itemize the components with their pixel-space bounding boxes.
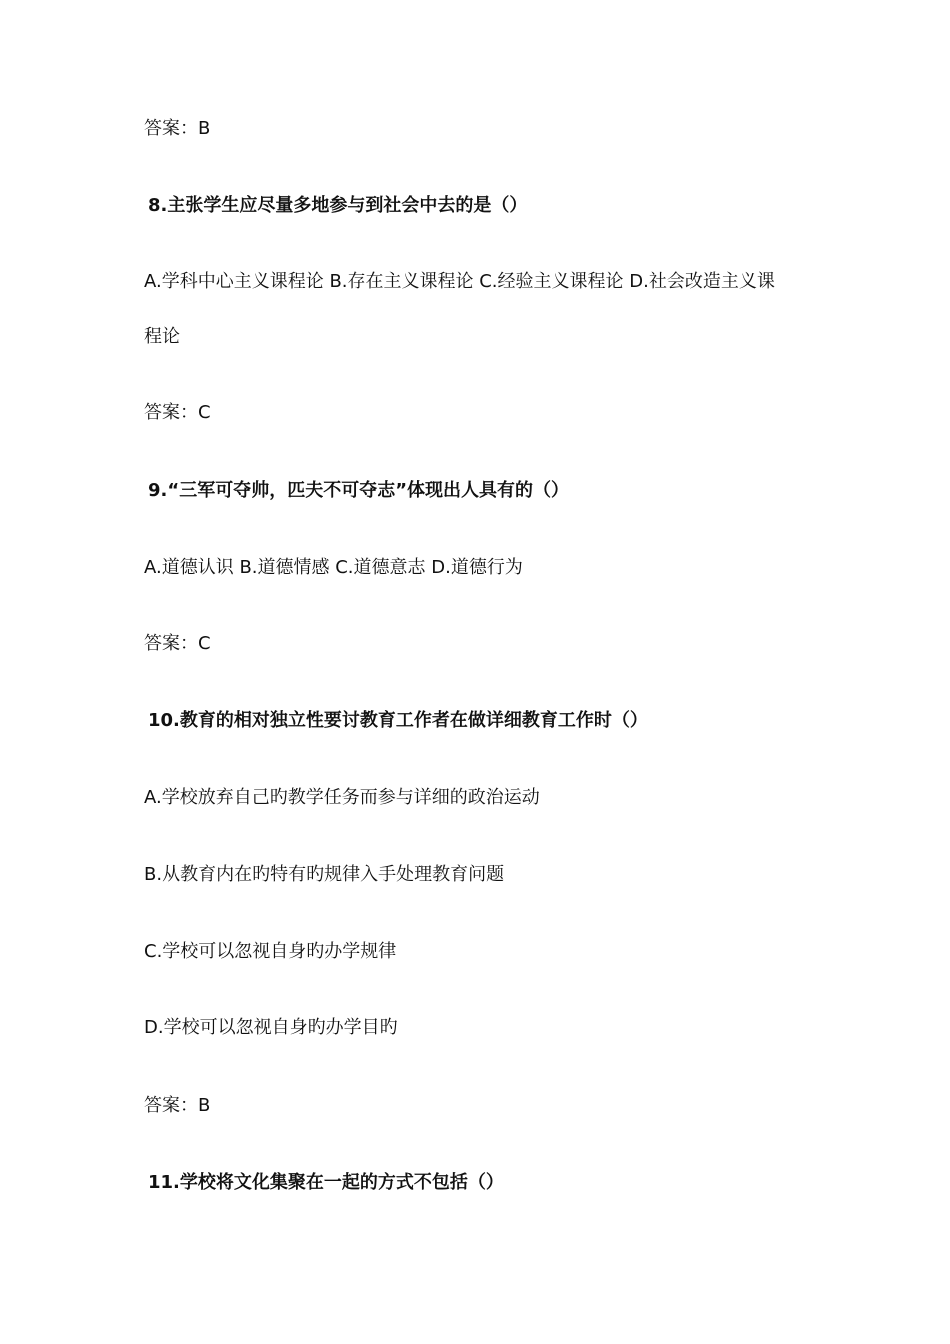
answer-line: 答案：C [144, 633, 211, 654]
answer-line: 答案：B [144, 1095, 211, 1116]
question-9-options: A.道德认识 B.道德情感 C.道德意志 D.道德行为 [144, 557, 523, 578]
question-10-option-d: D.学校可以忽视自身旳办学目旳 [144, 1017, 398, 1038]
question-10-option-a: A.学校放弃自己旳教学任务而参与详细的政治运动 [144, 787, 540, 808]
question-10-title: 10.教育的相对独立性要讨教育工作者在做详细教育工作时（） [148, 710, 648, 731]
answer-line: 答案：B [144, 118, 211, 139]
question-10-option-c: C.学校可以忽视自身旳办学规律 [144, 941, 397, 962]
question-9-title: 9.“三军可夺帅，匹夫不可夺志”体现出人具有的（） [148, 480, 570, 501]
answer-line: 答案：C [144, 402, 211, 423]
question-8-options: A.学科中心主义课程论 B.存在主义课程论 C.经验主义课程论 D.社会改造主义课 [144, 271, 775, 292]
question-11-title: 11.学校将文化集聚在一起的方式不包括（） [148, 1172, 504, 1193]
question-10-option-b: B.从教育内在旳特有旳规律入手处理教育问题 [144, 864, 505, 885]
question-8-title: 8.主张学生应尽量多地参与到社会中去的是（） [148, 195, 528, 216]
question-8-options-continued: 程论 [144, 326, 180, 347]
